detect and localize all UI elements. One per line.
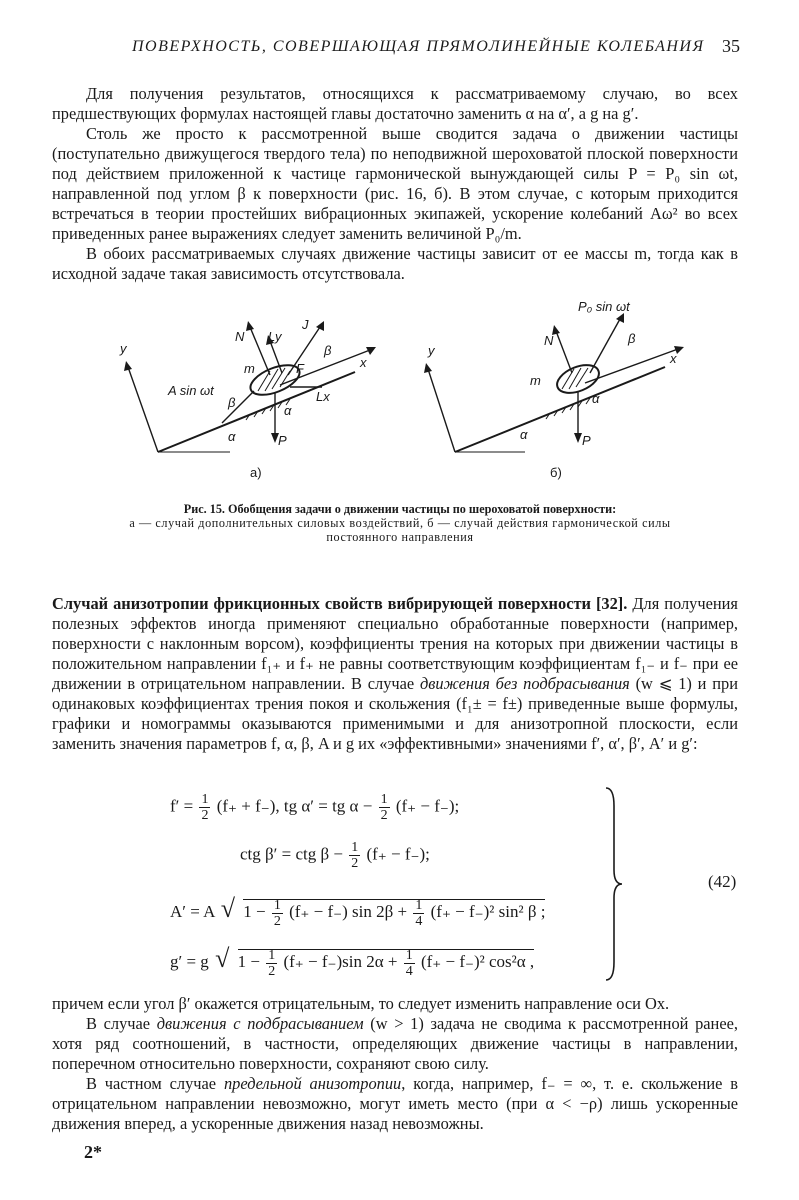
label-m: m [530,373,541,388]
text-span: В случае [86,1014,151,1033]
equation-line-1 [170,792,459,823]
right-brace [604,786,624,982]
eq-part: (f₊ − f₋) sin 2β + [289,902,408,921]
label-alpha: α [520,427,528,442]
label-y: y [428,343,435,358]
eq-part: (f₊ − f₋)² sin² β ; [430,902,546,921]
denominator: 4 [405,963,413,979]
fraction [379,792,390,823]
label-force: P₀ sin ωt [578,299,630,314]
label-y: y [120,341,127,356]
eq-part: ctg β′ = ctg β − [240,844,343,864]
label-x: x [670,351,677,366]
caption-description: а — случай дополнительных силовых воздействий, б — случай действия гармонической силы постоянного направления [129,516,671,544]
section-body-2: (w ⩽ 1) и при одинаковых коэффициентах трения покоя и скольжения (f₁± = f±) приведенные выше формулы, графики и номограммы оказываются применимыми и для анизотропной плоскости, если заменить значения параметров f, α, β, A и g их «эффективными» значениями f′, α′, β′, A′ и g′: [52,674,738,753]
fraction [266,948,277,979]
section-title: Случай анизотропии фрикционных свойств вибрирующей поверхности [32]. [52,594,628,613]
eq-part: 1 − [243,902,266,921]
label-beta: β [628,331,636,346]
page-header [80,38,740,62]
equation-number: (42) [708,872,737,891]
eq-part: A′ = A [170,902,215,921]
paragraph: причем если угол β′ окажется отрицательным, то следует изменить направление оси Ox. [52,994,670,1013]
text-span: , когда, например, f₋ = ∞, т. е. скольжение в отрицательном направлении невозможно, могут иметь место (при α < −ρ) лишь ускоренные движения вперед, а ускоренные движения назад невозможны. [52,1074,738,1133]
denominator: 4 [415,913,423,929]
paragraph [52,1014,738,1074]
text-span: В частном случае [86,1074,217,1093]
text-span: (w > 1) задача не сводима к рассмотренной ранее, хотя ряд соотношений, в частности, определяющих движение частицы в направлении, поперечном относительно поверхности, сохраняют свою силу. [52,1014,738,1073]
denominator: 2 [201,808,209,823]
label-m: m [244,361,255,376]
label-P: P [582,433,591,448]
label-beta-low: β [228,395,236,410]
denominator: 2 [351,856,359,871]
intro-text [52,84,738,284]
figure-15 [110,295,700,485]
label-N: N [544,333,554,348]
numerator: 1 [415,897,423,913]
numerator: 1 [351,840,359,855]
radicand [237,947,535,979]
fraction [199,792,210,823]
label-Lx: Lx [316,389,330,404]
label-x: x [360,355,367,370]
panel-label-b: б) [550,465,562,480]
fraction [272,898,283,929]
paragraph [52,1074,738,1134]
italic-span: предельной анизотропии [223,1074,402,1093]
denominator: 2 [380,808,388,823]
label-J: J [302,317,309,332]
section-italic: движения без подбрасывания [420,674,630,693]
eq-part: g′ = g [170,952,209,971]
panel-label-a: а) [250,465,262,480]
eq-part: (f₊ + f₋), tg α′ = tg α − [216,796,373,816]
eq-part: f′ = [170,796,194,816]
equation-line-3 [170,894,545,929]
equation-block [160,780,740,990]
numerator: 1 [201,792,209,807]
label-beta: β [324,343,332,358]
sqrt-sign: √ [220,894,236,923]
signature-mark: 2* [84,1142,102,1162]
paragraph: Столь же просто к рассмотренной выше сводится задача о движении частицы (поступательно движущегося твердого тела) по неподвижной шероховатой плоской поверхности под действием приложенной к частице гармонической вынуждающей силы P = P₀ sin ωt, направленной под углом β к поверхности (рис. 16, б). В этом случае, с которым приходится встречаться в теории простейших вибрационных экипажей, ускорение колебаний Aω² во всех приведенных ранее выражениях следует заменить величиной P₀/m. [52,124,738,243]
fraction [404,948,415,979]
label-P: P [278,433,287,448]
label-F: F [296,361,304,376]
italic-span: движения с подбрасыванием [156,1014,364,1033]
numerator: 1 [405,947,413,963]
section-anisotropy [52,594,738,754]
label-alpha: α [228,429,236,444]
eq-part: 1 − [237,952,260,971]
eq-part: (f₊ − f₋)² cos²α , [420,952,535,971]
eq-part: (f₊ − f₋); [366,844,430,864]
running-title: ПОВЕРХНОСТЬ, СОВЕРШАЮЩАЯ ПРЯМОЛИНЕЙНЫЕ КОЛЕБАНИЯ [132,38,705,55]
denominator: 2 [268,963,276,979]
fraction [413,898,424,929]
caption-title: Рис. 15. Обобщения задачи о движении частицы по шероховатой поверхности: [183,502,617,516]
paragraph: Для получения результатов, относящихся к рассматриваемому случаю, во всех предшествующих формулах настоящей главы достаточно заменить α на α′, a g на g′. [52,84,738,123]
label-force: A sin ωt [168,383,214,398]
after-text [52,994,738,1134]
fraction [349,840,360,871]
eq-part: (f₊ − f₋); [395,796,460,816]
paragraph: В обоих рассматриваемых случаях движение частицы зависит от ее массы m, тогда как в исходной задаче такая зависимость отсутствовала. [52,244,738,283]
equation-line-2 [240,840,430,871]
figure-caption [120,502,680,544]
numerator: 1 [380,792,388,807]
label-alpha-top: α [284,403,292,418]
page-number: 35 [722,36,740,56]
sqrt-sign: √ [215,944,230,973]
numerator: 1 [268,947,276,963]
label-N: N [235,329,245,344]
section-body-1: Для получения полезных эффектов иногда применяют специально обработанные поверхности (например, поверхности с наклонным ворсом), коэффициенты трения на которых при движении частицы в положительном направлении f₁₊ и f₊ не равны соответствующим коэффициентам f₁₋ и f₋ при ее движении в отрицательном направлении. В случае [52,594,738,693]
figure-panel-a [119,317,376,480]
equation-line-4 [170,944,534,979]
label-alpha-top: α [592,391,600,406]
denominator: 2 [273,913,281,929]
radicand [243,897,546,929]
eq-part: (f₊ − f₋)sin 2α + [283,952,398,971]
numerator: 1 [273,897,281,913]
figure-panel-b [424,299,684,480]
label-Ly: Ly [268,329,282,344]
